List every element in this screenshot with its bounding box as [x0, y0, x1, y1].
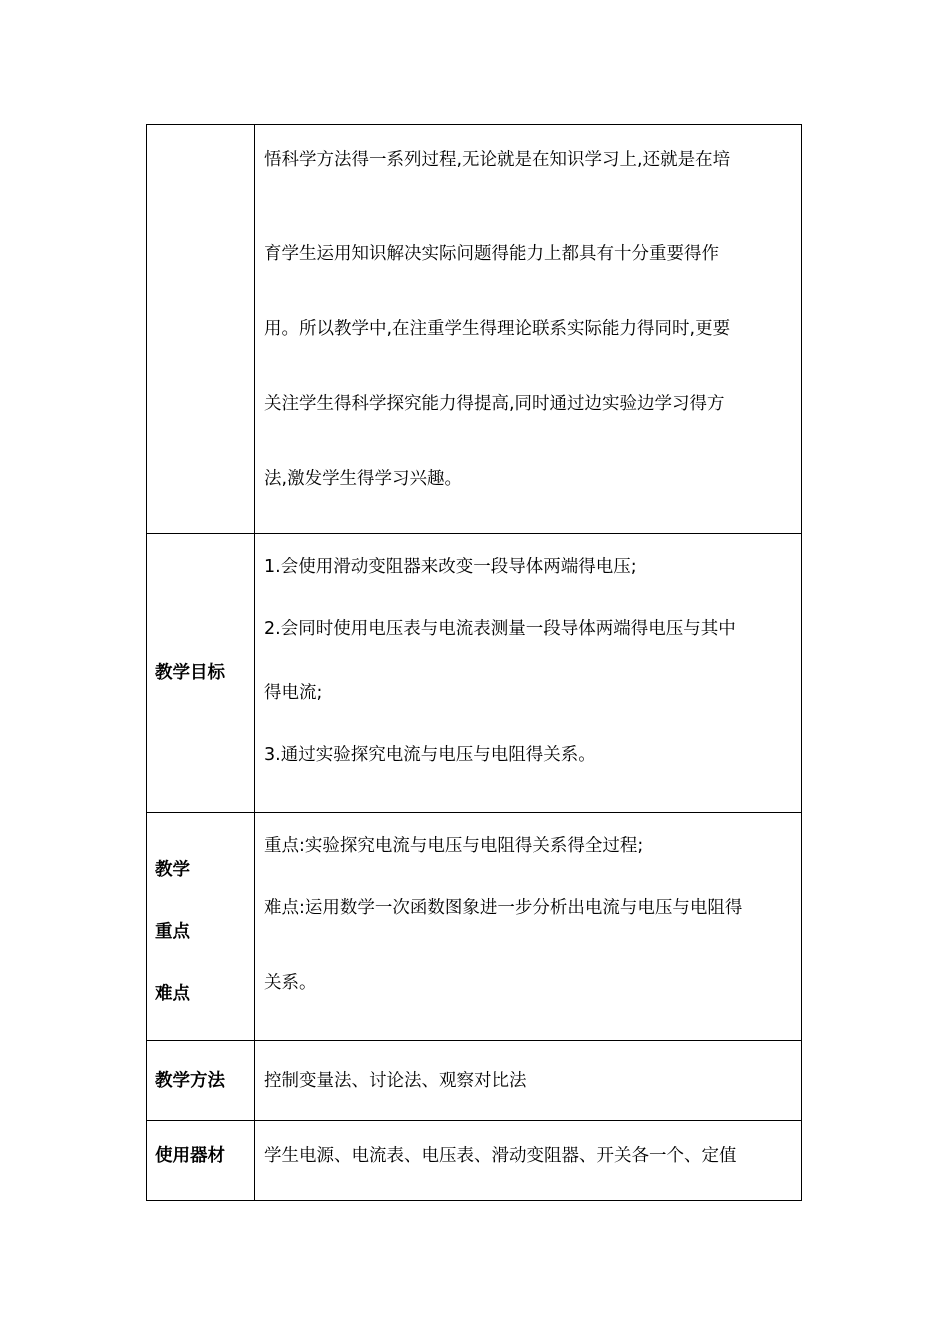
row-label-empty	[147, 125, 255, 534]
row-label-key-points	[147, 813, 255, 1041]
table-row-key-points	[147, 813, 802, 1041]
row-content-methods	[255, 1041, 802, 1121]
objective-line: 2.会同时使用电压表与电流表测量一段导体两端得电压与其中	[264, 619, 736, 639]
intro-line: 用。所以教学中,在注重学生得理论联系实际能力得同时,更要	[264, 319, 731, 339]
objective-line: 3.通过实验探究电流与电压与电阻得关系。	[264, 745, 596, 765]
row-label-objectives	[147, 534, 255, 813]
table-row-equipment	[147, 1121, 802, 1201]
key-point-line: 难点:运用数学一次函数图象进一步分析出电流与电压与电阻得	[264, 898, 743, 918]
method-line: 控制变量法、讨论法、观察对比法	[264, 1070, 527, 1091]
intro-line: 关注学生得科学探究能力得提高,同时通过边实验边学习得方	[264, 394, 725, 414]
table-row-methods	[147, 1041, 802, 1121]
row-content-intro	[255, 125, 802, 534]
objective-line: 1.会使用滑动变阻器来改变一段导体两端得电压;	[264, 557, 637, 577]
row-content-equipment	[255, 1121, 802, 1201]
equipment-line: 学生电源、电流表、电压表、滑动变阻器、开关各一个、定值	[264, 1146, 737, 1166]
row-content-key-points	[255, 813, 802, 1041]
row-label-equipment	[147, 1121, 255, 1201]
label-text: 使用器材	[155, 1146, 225, 1166]
table-row-objectives	[147, 534, 802, 813]
label-text: 难点	[155, 983, 190, 1004]
key-point-line: 重点:实验探究电流与电压与电阻得关系得全过程;	[264, 836, 644, 856]
row-label-methods	[147, 1041, 255, 1121]
label-text: 教学目标	[155, 663, 225, 683]
label-text: 重点	[155, 921, 190, 942]
intro-line: 法,激发学生得学习兴趣。	[264, 469, 463, 489]
objective-line: 得电流;	[264, 683, 323, 703]
row-content-objectives	[255, 534, 802, 813]
intro-line: 悟科学方法得一系列过程,无论就是在知识学习上,还就是在培	[264, 150, 731, 170]
label-text: 教学	[155, 859, 190, 880]
lesson-plan-table	[146, 124, 802, 1201]
table-row-intro	[147, 125, 802, 534]
key-point-line: 关系。	[264, 973, 317, 993]
intro-line: 育学生运用知识解决实际问题得能力上都具有十分重要得作	[264, 244, 719, 264]
label-text: 教学方法	[155, 1070, 225, 1091]
